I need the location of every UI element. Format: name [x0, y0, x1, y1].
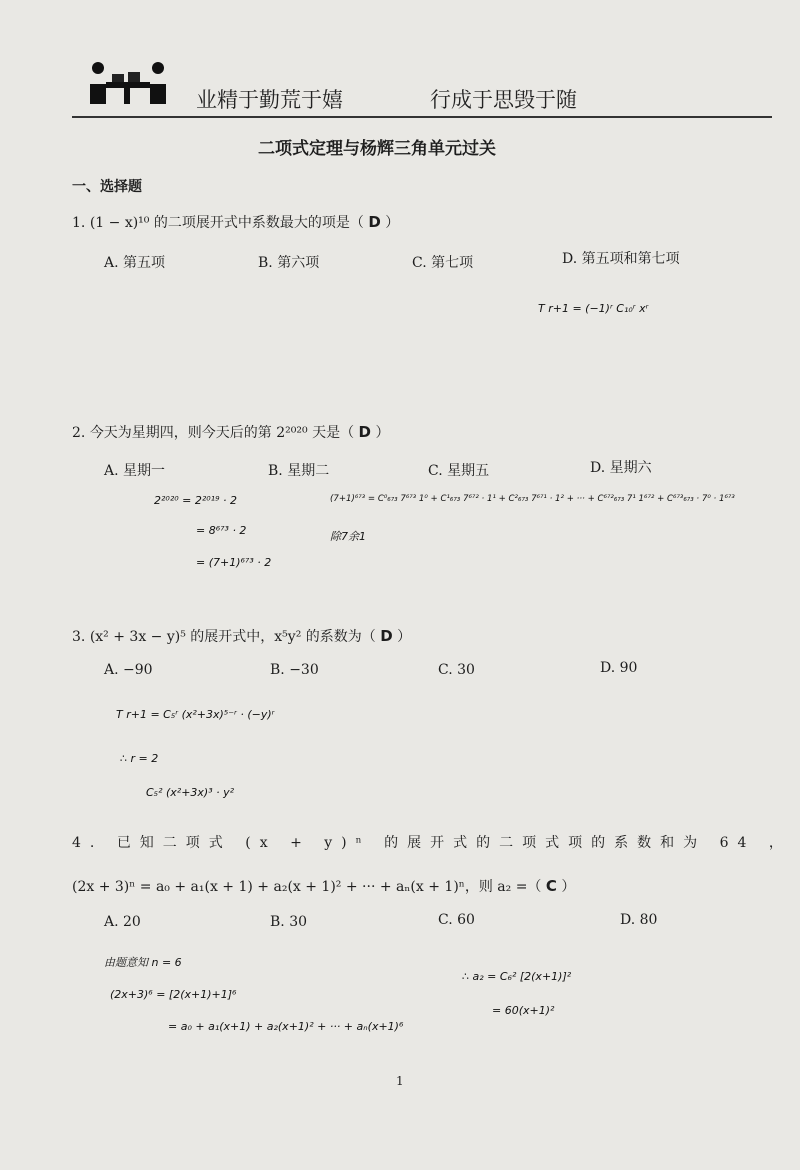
q4-option-b: B. 30 [270, 914, 308, 930]
q4-option-d: D. 80 [620, 912, 658, 928]
q4-option-c: C. 60 [438, 912, 475, 928]
q2-work-left-3: = (7+1)⁶⁷³ · 2 [196, 556, 272, 569]
q1-option-d: D. 第五项和第七项 [562, 251, 680, 267]
q3-work-1: T r+1 = C₅ʳ (x²+3x)⁵⁻ʳ · (−y)ʳ [116, 708, 275, 721]
question-close: ） [397, 629, 412, 645]
reading-figures-logo-icon [84, 56, 174, 108]
motto-right: 行成于思毁于随 [430, 88, 577, 112]
answer-mark: D [358, 423, 371, 441]
q3-option-a: A. −90 [104, 662, 153, 678]
q2-work-left-1: 2²⁰²⁰ = 2²⁰¹⁹ · 2 [154, 494, 237, 507]
q1-option-b: B. 第六项 [258, 255, 320, 271]
q4-work-left-2: (2x+3)⁶ = [2(x+1)+1]⁶ [110, 988, 237, 1001]
q4-work-left-3: = a₀ + a₁(x+1) + a₂(x+1)² + ··· + aₙ(x+1)⁶ [168, 1020, 404, 1033]
q2-work-right-2: 除7余1 [330, 530, 366, 543]
q2-option-a: A. 星期一 [104, 463, 166, 479]
question-text: 已知二项式 (x + y)ⁿ 的展开式的二项式项的系数和为 64 ， [116, 835, 792, 851]
header-rule [72, 116, 772, 118]
section-heading: 一、选择题 [72, 179, 142, 195]
q4-work-left-1: 由题意知 n = 6 [104, 956, 182, 969]
motto-left: 业精于勤荒于嬉 [196, 88, 343, 112]
q2-work-right-1: (7+1)⁶⁷³ = C⁰₆₇₃ 7⁶⁷³ 1⁰ + C¹₆₇₃ 7⁶⁷² · 1¹ + C²₆₇₃ 7⁶⁷¹ · 1² + ··· + C⁶⁷²₆₇₃ 7¹ 1⁶⁷² + C⁶⁷³₆₇₃ · 7⁰ · 1⁶⁷³ [330, 494, 735, 504]
question-text: 今天为星期四，则今天后的第 2²⁰²⁰ 天是（ [89, 425, 355, 441]
q1-option-c: C. 第七项 [412, 255, 474, 271]
q3-work-2: ∴ r = 2 [120, 752, 159, 765]
question-number: 1. [72, 215, 86, 231]
question-close: ） [561, 879, 576, 895]
question-number: 4. [72, 835, 104, 851]
q3-option-b: B. −30 [270, 662, 319, 678]
q2-option-c: C. 星期五 [428, 463, 490, 479]
question-number: 3. [72, 629, 86, 645]
question-text: (1 − x)¹⁰ 的二项展开式中系数最大的项是（ [89, 215, 364, 231]
q3-option-d: D. 90 [600, 660, 638, 676]
answer-mark: D [380, 627, 393, 645]
q3-option-c: C. 30 [438, 662, 475, 678]
q3-work-3: C₅² (x²+3x)³ · y² [146, 786, 235, 799]
question-number: 2. [72, 425, 86, 441]
question-text: (2x + 3)ⁿ = a₀ + a₁(x + 1) + a₂(x + 1)² + ··· + aₙ(x + 1)ⁿ，则 a₂ =（ [72, 879, 542, 895]
question-1 [72, 212, 399, 232]
q1-handwritten-work: T r+1 = (−1)ʳ C₁₀ʳ xʳ [538, 302, 649, 315]
q2-work-left-2: = 8⁶⁷³ · 2 [196, 524, 247, 537]
question-text: (x² + 3x − y)⁵ 的展开式中，x⁵y² 的系数为（ [89, 629, 376, 645]
q4-work-right-2: = 60(x+1)² [492, 1004, 555, 1017]
answer-mark: D [368, 213, 381, 231]
q1-option-a: A. 第五项 [104, 255, 166, 271]
q4-option-a: A. 20 [104, 914, 141, 930]
page-number: 1 [396, 1074, 404, 1088]
question-2 [72, 422, 389, 442]
q2-option-b: B. 星期二 [268, 463, 330, 479]
q4-work-right-1: ∴ a₂ = C₆² [2(x+1)]² [462, 970, 572, 983]
page-title: 二项式定理与杨辉三角单元过关 [258, 139, 496, 159]
question-3 [72, 626, 411, 646]
question-4-line-1 [72, 832, 792, 852]
question-close: ） [375, 425, 390, 441]
q2-option-d: D. 星期六 [590, 460, 652, 476]
answer-mark: C [545, 877, 557, 895]
question-close: ） [385, 215, 400, 231]
question-4-line-2 [72, 876, 575, 896]
